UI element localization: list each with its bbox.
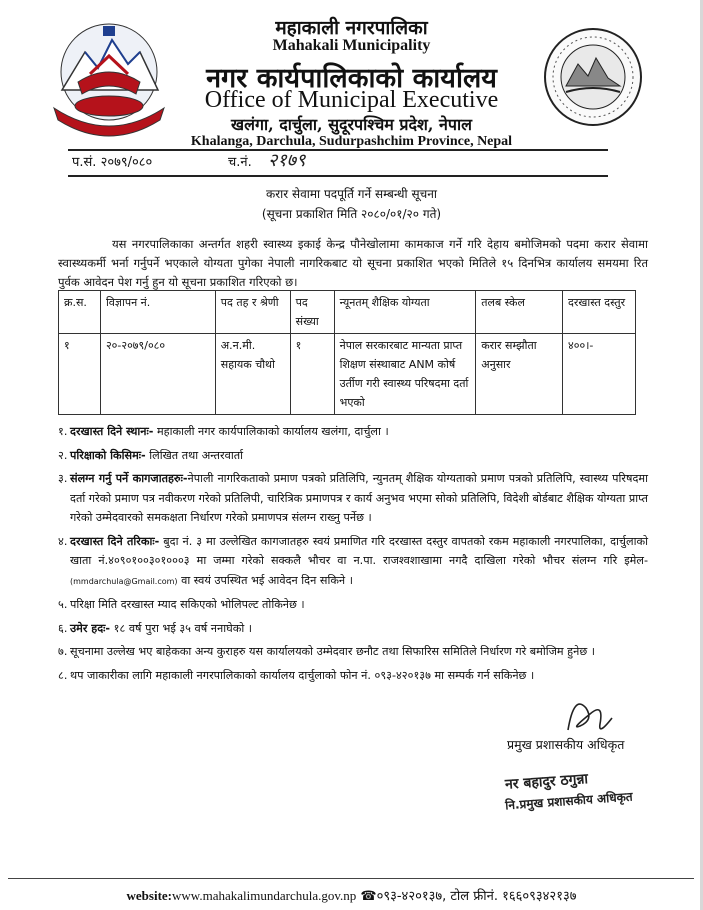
stamp-post: नि.प्रमुख प्रशासकीय अधिकृत [504, 789, 634, 813]
list-item [58, 532, 648, 592]
website-url: www.mahakalimundarchula.gov.np [172, 888, 357, 903]
item-number: ७. [58, 645, 68, 658]
table-header: पद संख्या [290, 291, 334, 334]
list-item [58, 619, 648, 639]
item-text: १८ वर्ष पुरा भई ३५ वर्ष ननाघेको । [110, 621, 253, 635]
item-text: थप जाकारीका लागि महाकाली नगरपालिकाको कार्यालय दार्चुलाको फोन नं. ०९३-४२०१३७ मा सम्पर्क गर्न सकिनेछ । [70, 668, 535, 682]
website-label: website: [126, 888, 173, 903]
table-cell: २०-२०७९/०८० [100, 334, 215, 415]
list-item [58, 422, 648, 442]
list-item [58, 446, 648, 466]
table-cell: अ.न.मी. सहायक चौथो [215, 334, 290, 415]
notice-title: करार सेवामा पदपूर्ति गर्ने सम्बन्धी सूचना [266, 187, 437, 201]
table-header-row [59, 291, 636, 334]
reference-number: प.सं. २०७९/०८० [72, 155, 153, 170]
item-text: लिखित तथा अन्तरवार्ता [145, 448, 244, 462]
item-number: २. [58, 448, 68, 462]
list-item [58, 595, 648, 615]
table-header: क्र.स. [59, 291, 101, 334]
item-number: १. [58, 425, 68, 438]
item-number: ४. [58, 534, 68, 548]
table-cell: १ [59, 334, 101, 415]
table-header: विज्ञापन नं. [100, 291, 215, 334]
item-number: ८. [58, 668, 68, 682]
office-name-nepali: नगर कार्यपालिकाको कार्यालय [206, 63, 497, 94]
item-number: ३. [58, 472, 68, 485]
footer-divider [8, 878, 694, 879]
municipality-name-english: Mahakali Municipality [272, 37, 431, 54]
table-header: दरखास्त दस्तुर [563, 291, 636, 334]
item-label: संलग्न गर्नु पर्ने कागजातहरुः- [70, 472, 188, 485]
table-row [59, 334, 636, 415]
vacancy-table [58, 290, 636, 415]
list-item [58, 666, 648, 686]
item-label: दरखास्त दिने स्थानः- [70, 425, 154, 438]
office-name-english: Office of Municipal Executive [204, 87, 499, 113]
table-cell: ४००।- [563, 334, 636, 415]
item-number: ६. [58, 621, 68, 635]
signatory-title: प्रमुख प्रशासकीय अधिकृत [507, 737, 625, 752]
item-text-after: वा स्वयं उपस्थित भई आवेदन दिन सकिने । [177, 573, 353, 587]
table-cell: करार सम्झौता अनुसार [476, 334, 563, 415]
item-label: दरखास्त दिने तरिकाः- [70, 534, 160, 548]
item-label: परिक्षाको किसिमः- [70, 448, 146, 462]
item-text: बुदा नं. ३ मा उल्लेखित कागजातहरु स्वयं प्रमाणित गरि दरखास्त दस्तुर वापतको रकम महाकाली नगरपालिका, दार्चुलाको खाता नं.४०९०१००३०१०००३ मा जम्मा गरेको सक्कलै भौचर वा न.पा. राजश्वशाखामा नगदै दाखिला गरेको भौचर संलग्न गरि इमेल- [70, 534, 648, 567]
address-english: Khalanga, Darchula, Sudurpashchim Province, Nepal [190, 134, 513, 149]
notice-items [58, 422, 648, 689]
item-text: महाकाली नगर कार्यपालिकाको कार्यालय खलंगा, दार्चुला । [153, 425, 389, 438]
item-number: ५. [58, 598, 68, 611]
notice-intro: यस नगरपालिकाका अन्तर्गत शहरी स्वास्थ्य इकाई केन्द्र पौनेखोलामा कामकाज गर्ने गरि देहाय बमोजिमको पदमा करार सेवामा स्वास्थ्यकर्मी भर्ना गर्नुपर्ने भएकाले योग्यता पुगेका नेपाली नागरिकबाट यो सूचना प्रकाशित भएको मितिले १५ दिनभित्र कार्यालय समयमा रित पुर्वक आवेदन पेश गर्नु हुन यो सूचना प्रकाशित गरिएको छ। [58, 237, 648, 289]
table-header: न्यूनतम् शैक्षिक योग्यता [334, 291, 476, 334]
signature-icon [560, 690, 620, 740]
item-text: परिक्षा मिति दरखास्त म्याद सकिएको भोलिपल्ट तोकिनेछ । [70, 598, 305, 611]
list-item [58, 469, 648, 528]
table-header: पद तह र श्रेणी [215, 291, 290, 334]
item-text: सूचनामा उल्लेख भए बाहेकका अन्य कुराहरु यस कार्यालयको उम्मेदवार छनौट तथा सिफारिस समितिले निर्धारण गरे बमोजिम हुनेछ । [70, 645, 595, 658]
footer-phone: ☎०९३-४२०१३७, टोल फ्रीनं. १६६०९३४२१३७ [360, 889, 577, 904]
notice-subtitle: (सूचना प्रकाशित मिति २०८०/०१/२० गते) [261, 207, 442, 221]
stamp-name: नर बहादुर ठगुन्ना [504, 771, 589, 793]
footer [0, 886, 703, 904]
item-label: उमेर हदः- [70, 621, 111, 635]
table-cell: १ [290, 334, 334, 415]
address-nepali: खलंगा, दार्चुला, सुदूरपश्चिम प्रदेश, नेपाल [231, 115, 472, 134]
list-item [58, 642, 648, 662]
email-address: (mmdarchula@Gmail.com) [70, 576, 178, 586]
table-header: तलब स्केल [476, 291, 563, 334]
table-cell: नेपाल सरकारबाट मान्यता प्राप्त शिक्षण संस्थाबाट ANM कोर्ष उर्तीण गरी स्वास्थ्य परिषदमा दर्ता भएको [334, 334, 476, 415]
municipality-name-nepali: महाकाली नगरपालिका [275, 17, 428, 39]
dispatch-label: च.नं. [228, 155, 252, 170]
item-text: नेपाली नागरिकताको प्रमाण पत्रको प्रतिलिपि, न्युनतम् शैक्षिक योग्यताको प्रमाण पत्रको प्रतिलिपि, स्वास्थ्य परिषदमा दर्ता गरेको प्रमाण पत्र नवीकरण गरेको प्रतिलिपी, चारित्रिक प्रमाणपत्र र कार्य अनुभव भएमा सोको प्रतिलिपि, विदेशी बोर्डबाट शैक्षिक योग्यता प्राप्त गरेको उम्मेदवारको समकक्षता निर्धारण गरेको प्रमाणपत्र संलग्न राख्नु पर्नेछ । [70, 472, 648, 524]
dispatch-number: २१७९ [268, 150, 306, 171]
